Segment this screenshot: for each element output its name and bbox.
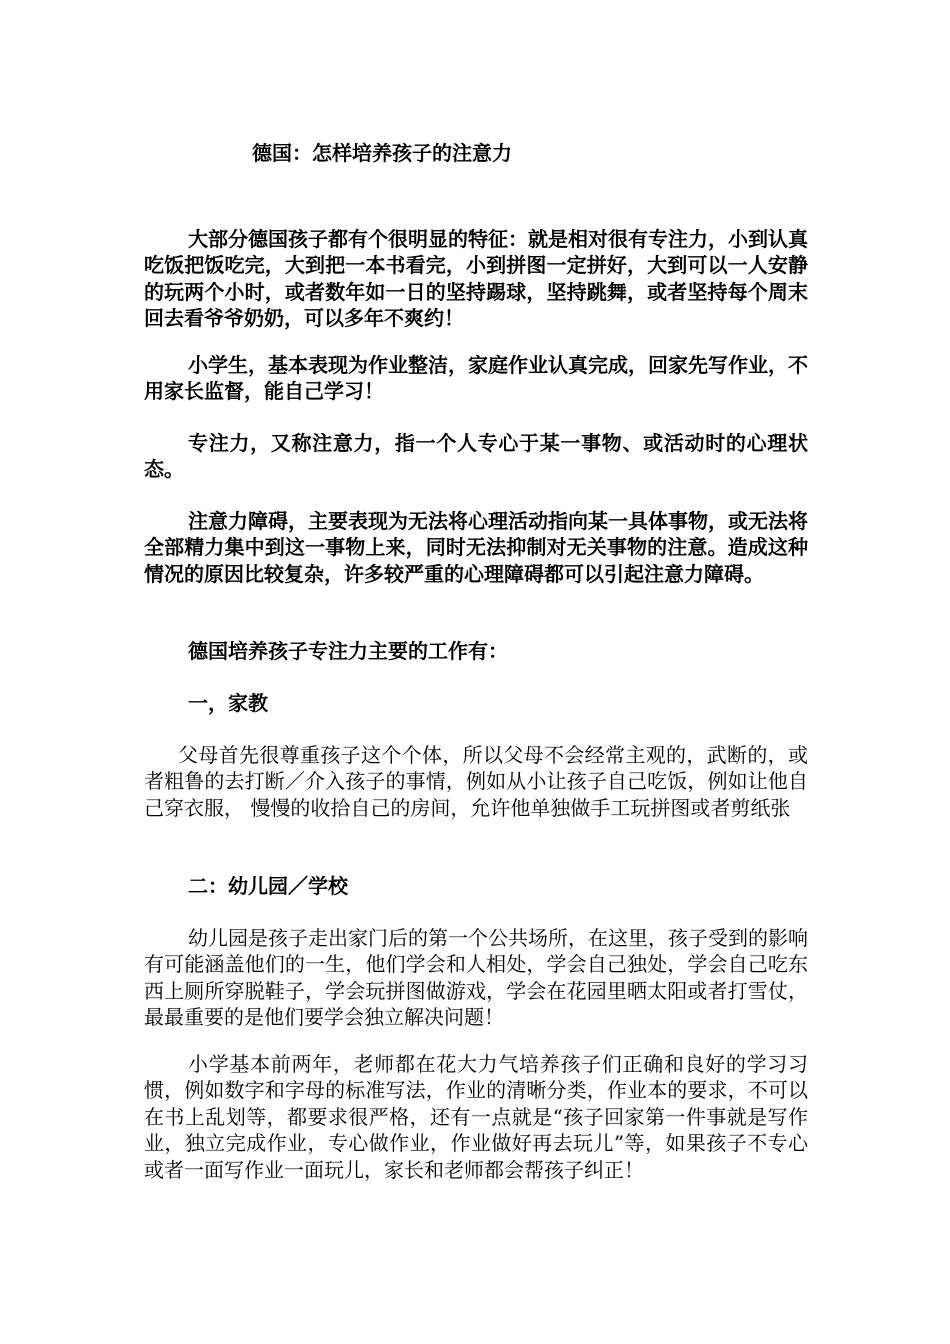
paragraph-kindergarten: 幼儿园是孩子走出家门后的第一个公共场所，在这里，孩子受到的影响有可能涵盖他们的一生，他们学会和人相处，学会自己独处，学会自己吃东西上厕所穿脱鞋子，学会玩拼图做游戏，学会在花园里晒太阳或者打雪仗，最最重要的是他们要学会独立解决问题！ — [144, 926, 808, 1030]
section-intro-heading: 德国培养孩子专注力主要的工作有： — [188, 639, 508, 663]
section-heading-family: 一，家教 — [188, 691, 268, 715]
document-title: 德国：怎样培养孩子的注意力 — [252, 141, 512, 165]
section-heading-school: 二：幼儿园／学校 — [188, 874, 348, 898]
paragraph-intro: 大部分德国孩子都有个很明显的特征：就是相对很有专注力，小到认真吃饭把饭吃完，大到把一本书看完，小到拼图一定拼好，大到可以一人安静的玩两个小时，或者数年如一日的坚持踢球，坚持跳舞，或者坚持每个周末回去看爷爷奶奶，可以多年不爽约！ — [144, 227, 808, 331]
paragraph-primary-school: 小学基本前两年，老师都在花大力气培养孩子们正确和良好的学习习惯，例如数字和字母的标准写法，作业的清晰分类，作业本的要求，不可以在书上乱划等，都要求很严格，还有一点就是“孩子回家第一件事就是写作业，独立完成作业，专心做作业，作业做好再去玩儿”等，如果孩子不专心或者一面写作业一面玩儿，家长和老师都会帮孩子纠正！ — [144, 1052, 808, 1182]
paragraph-family: 父母首先很尊重孩子这个个体，所以父母不会经常主观的，武断的，或者粗鲁的去打断／介入孩子的事情，例如从小让孩子自己吃饭，例如让他自己穿衣服， 慢慢的收拾自己的房间，允许他单独做手工玩拼图或者剪纸张 — [144, 743, 808, 820]
paragraph-attention-disorder: 注意力障碍，主要表现为无法将心理活动指向某一具体事物，或无法将全部精力集中到这一事物上来，同时无法抑制对无关事物的注意。造成这种情况的原因比较复杂，许多较严重的心理障碍都可以引起注意力障碍。 — [144, 509, 808, 586]
paragraph-definition: 专注力，又称注意力，指一个人专心于某一事物、或活动时的心理状态。 — [144, 431, 808, 482]
paragraph-pupils: 小学生，基本表现为作业整洁，家庭作业认真完成，回家先写作业，不用家长监督，能自己学习！ — [144, 353, 808, 404]
